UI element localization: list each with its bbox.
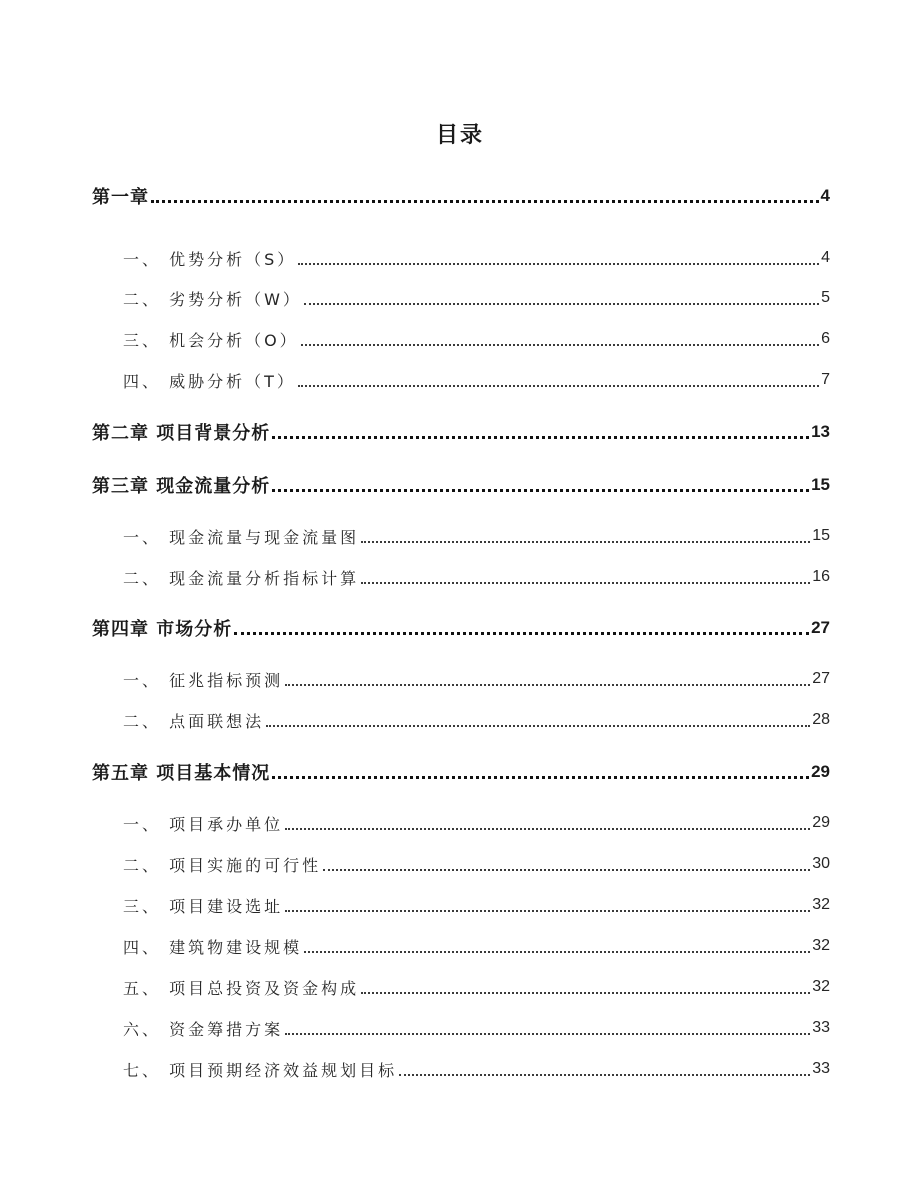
dot-leader [266, 724, 810, 727]
dot-leader [298, 384, 819, 387]
toc-entry-title: 第三章 现金流量分析 [92, 476, 271, 497]
toc-page-number: 28 [812, 711, 830, 728]
toc-chapter-5[interactable] [92, 757, 830, 787]
dot-leader [304, 950, 810, 953]
toc-entry-title: 二、 现金流量分析指标计算 [123, 568, 360, 588]
toc-page-number: 16 [812, 568, 830, 585]
toc-section-1-2[interactable] [123, 283, 830, 313]
toc-entry-title: 四、 建筑物建设规模 [123, 937, 303, 957]
toc-page-number: 7 [821, 371, 830, 388]
toc-section-4-1[interactable] [123, 664, 830, 694]
toc-section-5-6[interactable] [123, 1013, 830, 1043]
toc-section-5-7[interactable] [123, 1054, 830, 1084]
toc-chapter-3[interactable] [92, 470, 830, 500]
dot-leader [323, 868, 810, 871]
toc-section-5-3[interactable] [123, 890, 830, 920]
toc-page-number: 15 [812, 527, 830, 544]
toc-entry-title: 一、 优势分析（S） [123, 249, 297, 269]
toc-entry-title: 二、 项目实施的可行性 [123, 855, 322, 875]
dot-leader [361, 581, 810, 584]
toc-page-number: 32 [812, 978, 830, 995]
toc-entry-title: 第二章 项目背景分析 [92, 423, 271, 444]
toc-chapter-4[interactable] [92, 613, 830, 643]
toc-page-number: 33 [812, 1060, 830, 1077]
toc-entry-title: 七、 项目预期经济效益规划目标 [123, 1060, 398, 1080]
dot-leader [285, 683, 810, 686]
toc-entry-title: 三、 项目建设选址 [123, 896, 284, 916]
toc-page-number: 5 [821, 289, 830, 306]
dot-leader [285, 1032, 810, 1035]
toc-page-number: 6 [821, 330, 830, 347]
dot-leader [301, 343, 819, 346]
dot-leader [304, 302, 819, 305]
toc-entry-title: 第五章 项目基本情况 [92, 763, 271, 784]
toc-section-3-2[interactable] [123, 562, 830, 592]
toc-page-number: 13 [811, 422, 830, 441]
toc-page-number: 4 [821, 249, 830, 266]
dot-leader [151, 199, 819, 203]
toc-section-5-1[interactable] [123, 808, 830, 838]
toc-page-number: 32 [812, 896, 830, 913]
toc-entry-title: 一、 征兆指标预测 [123, 670, 284, 690]
dot-leader [361, 540, 810, 543]
toc-section-5-4[interactable] [123, 931, 830, 961]
toc-page-number: 30 [812, 855, 830, 872]
toc-entry-title: 第一章 [92, 187, 149, 208]
toc-entry-title: 六、 资金筹措方案 [123, 1019, 284, 1039]
toc-entry-title: 一、 项目承办单位 [123, 814, 284, 834]
toc-chapter-2[interactable] [92, 417, 830, 447]
dot-leader [272, 488, 809, 492]
toc-section-1-3[interactable] [123, 324, 830, 354]
dot-leader [272, 775, 809, 779]
dot-leader [298, 262, 819, 265]
toc-section-5-2[interactable] [123, 849, 830, 879]
dot-leader [361, 991, 810, 994]
dot-leader [285, 827, 810, 830]
toc-section-1-1[interactable] [123, 243, 830, 273]
dot-leader [234, 631, 809, 635]
toc-title: 目录 [435, 123, 484, 148]
toc-page-number: 4 [820, 186, 830, 205]
toc-entry-title: 三、 机会分析（O） [123, 330, 299, 350]
toc-entry-title: 二、 点面联想法 [123, 711, 265, 731]
toc-page-number: 27 [812, 670, 830, 687]
dot-leader [399, 1073, 810, 1076]
toc-entry-title: 第四章 市场分析 [92, 619, 233, 640]
toc-page-number: 32 [812, 937, 830, 954]
toc-page-number: 33 [812, 1019, 830, 1036]
toc-page-number: 27 [811, 618, 830, 637]
toc-page-number: 29 [811, 762, 830, 781]
toc-page-number: 15 [811, 475, 830, 494]
dot-leader [285, 909, 810, 912]
toc-entry-title: 五、 项目总投资及资金构成 [123, 978, 360, 998]
toc-entry-title: 四、 威胁分析（T） [123, 371, 296, 391]
toc-section-5-5[interactable] [123, 972, 830, 1002]
toc-chapter-1[interactable] [92, 181, 830, 211]
toc-entry-title: 二、 劣势分析（W） [123, 289, 302, 309]
toc-section-4-2[interactable] [123, 705, 830, 735]
dot-leader [272, 435, 809, 439]
toc-section-1-4[interactable] [123, 365, 830, 395]
toc-entry-title: 一、 现金流量与现金流量图 [123, 527, 360, 547]
toc-section-3-1[interactable] [123, 521, 830, 551]
toc-page-number: 29 [812, 814, 830, 831]
